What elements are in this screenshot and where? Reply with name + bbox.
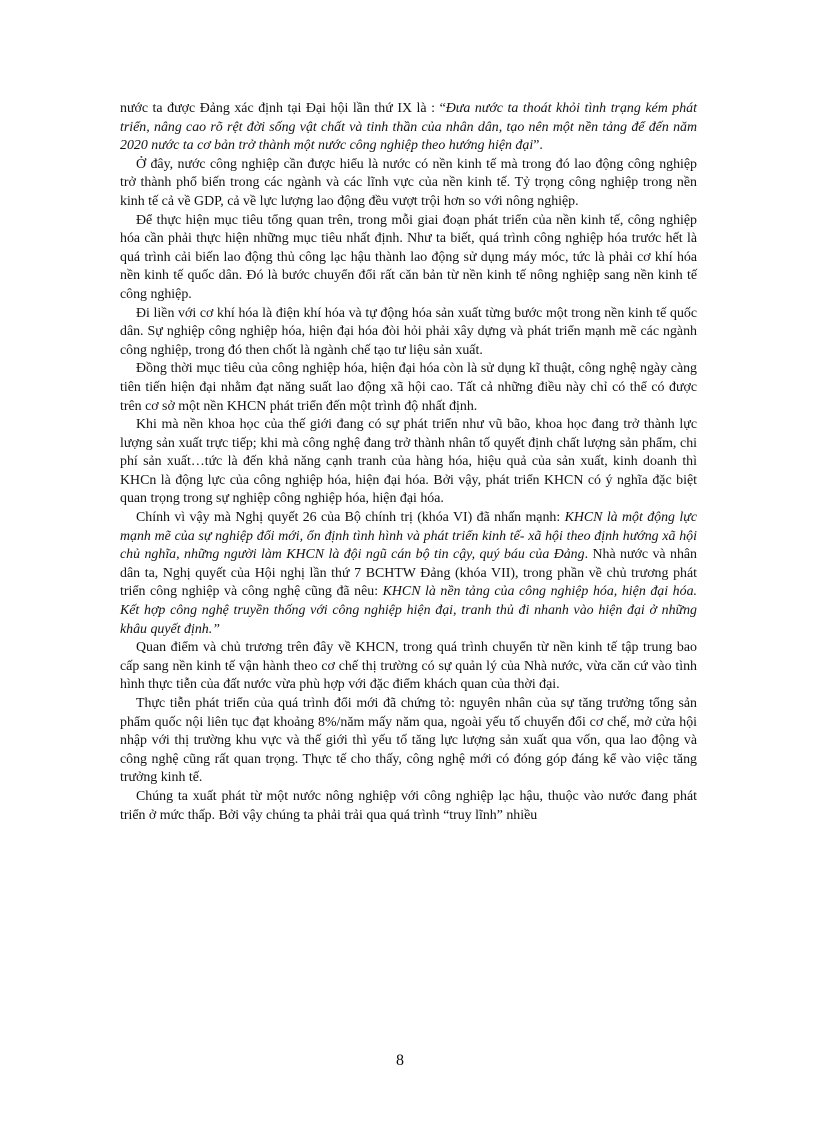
paragraph	[120, 100, 697, 156]
italic-quote: KHCN là nền tảng của công nghiệp hóa, hiện đại hóa. Kết hợp công nghệ truyền thống với công nghiệp hiện đại, tranh thủ đi nhanh vào hiện đại ở những khâu quyết định.”	[120, 584, 697, 637]
text-run: Đồng thời mục tiêu của công nghiệp hóa, hiện đại hóa còn là sử dụng kĩ thuật, công nghệ ngày càng tiên tiến hiện đại nhằm đạt năng suất lao động xã hội cao. Tất cả những điều này chỉ có thể có được trên cơ sở một nền KHCN phát triển đến một trình độ nhất định.	[120, 361, 697, 414]
paragraph	[120, 360, 697, 416]
paragraph	[120, 305, 697, 361]
text-run: . Nhà nước và nhân dân ta, Nghị quyết của Hội nghị lần thứ 7 BCHTW Đảng (khóa VII), trong phần về chủ trương phát triển công nghiệp và công nghệ cũng đã nêu:	[120, 547, 697, 600]
paragraph	[120, 212, 697, 305]
italic-quote: Đưa nước ta thoát khỏi tình trạng kém phát triển, nâng cao rõ rệt đời sống vật chất và tinh thần của nhân dân, tạo nên một nền tảng để đến năm 2020 nước ta cơ bản trở thành một nước công nghiệp theo hướng hiện đại	[120, 101, 697, 154]
text-run: Đi liền với cơ khí hóa là điện khí hóa và tự động hóa sản xuất từng bước một trong nền kinh tế quốc dân. Sự nghiệp công nghiệp hóa, hiện đại hóa đòi hỏi phải xây dựng và phát triển mạnh mẽ các ngành công nghiệp, trong đó then chốt là ngành chế tạo tư liệu sản xuất.	[120, 305, 697, 358]
text-run: Thực tiễn phát triển của quá trình đổi mới đã chứng tỏ: nguyên nhân của sự tăng trưởng tổng sản phẩm quốc nội liên tục đạt khoảng 8%/năm mấy năm qua, ngoài yếu tố chuyển đổi cơ chế, mở cửa hội nhập với thị trường khu vực và thế giới thì yếu tố tăng lực lượng sản xuất qua vốn, qua lao động và công nghệ cũng rất quan trọng. Thực tế cho thấy, công nghệ mới có đóng góp đáng kể vào việc tăng trưởng kinh tế.	[120, 696, 697, 786]
paragraph	[120, 639, 697, 695]
text-run: ”.	[533, 138, 543, 154]
text-run: Khi mà nền khoa học của thế giới đang có sự phát triển như vũ bão, khoa học đang trở thành lực lượng sản xuất trực tiếp; khi mà công nghệ đang trở thành nhân tố quyết định chất lượng sản phẩm, chi phí sản xuất…tức là đến khả năng cạnh tranh của hàng hóa, hiệu quả của sản xuất, kinh doanh thì KHCn là động lực của công nghiệp hóa, hiện đại hóa. Bởi vậy, phát triển KHCN có ý nghĩa đặc biệt quan trọng trong sự nghiệp công nghiệp hóa, hiện đại hóa.	[120, 417, 697, 507]
paragraph	[120, 695, 697, 788]
italic-quote: KHCN là một động lực mạnh mẽ của sự nghiệp đổi mới, ổn định tình hình và phát triển kinh tế- xã hội theo định hướng xã hội chủ nghĩa, những người làm KHCN là đội ngũ cán bộ tin cậy, quý báu của Đảng	[120, 510, 697, 563]
document-body	[120, 100, 697, 825]
paragraph	[120, 156, 697, 212]
text-run: Để thực hiện mục tiêu tổng quan trên, trong mỗi giai đoạn phát triển của nền kinh tế, công nghiệp hóa cần phải thực hiện những mục tiêu nhất định. Như ta biết, quá trình công nghiệp hóa trước hết là quá trình cải biến lao động thủ công lạc hậu thành lao động sử dụng máy móc, tức là phải cơ khí hóa nền kinh tế quốc dân. Đó là bước chuyển đổi rất căn bản từ nền kinh tế nông nghiệp sang nền kinh tế công nghiệp.	[120, 212, 697, 302]
paragraph	[120, 788, 697, 825]
text-run: Ở đây, nước công nghiệp cần được hiểu là nước có nền kinh tế mà trong đó lao động công nghiệp trở thành phổ biến trong các ngành và các lĩnh vực của nền kinh tế. Tỷ trọng công nghiệp trong nền kinh tế cả về GDP, cả về lực lượng lao động đều vượt trội hơn so với nông nghiệp.	[120, 156, 697, 209]
paragraph	[120, 416, 697, 509]
text-run: Chúng ta xuất phát từ một nước nông nghiệp với công nghiệp lạc hậu, thuộc vào nước đang phát triển ở mức thấp. Bởi vậy chúng ta phải trải qua quá trình “truy lĩnh” nhiều	[120, 788, 697, 823]
text-run: Quan điểm và chủ trương trên đây về KHCN, trong quá trình chuyển từ nền kinh tế tập trung bao cấp sang nền kinh tế vận hành theo cơ chế thị trường có sự quản lý của Nhà nước, vừa căn cứ vào tình hình thực tiễn của đất nước vừa phù hợp với đặc điểm khách quan của thời đại.	[120, 640, 697, 693]
text-run: nước ta được Đảng xác định tại Đại hội lần thứ IX là : “	[120, 101, 446, 116]
paragraph	[120, 509, 697, 639]
text-run: Chính vì vậy mà Nghị quyết 26 của Bộ chính trị (khóa VI) đã nhấn mạnh:	[136, 510, 565, 526]
page-number: 8	[396, 1052, 404, 1069]
